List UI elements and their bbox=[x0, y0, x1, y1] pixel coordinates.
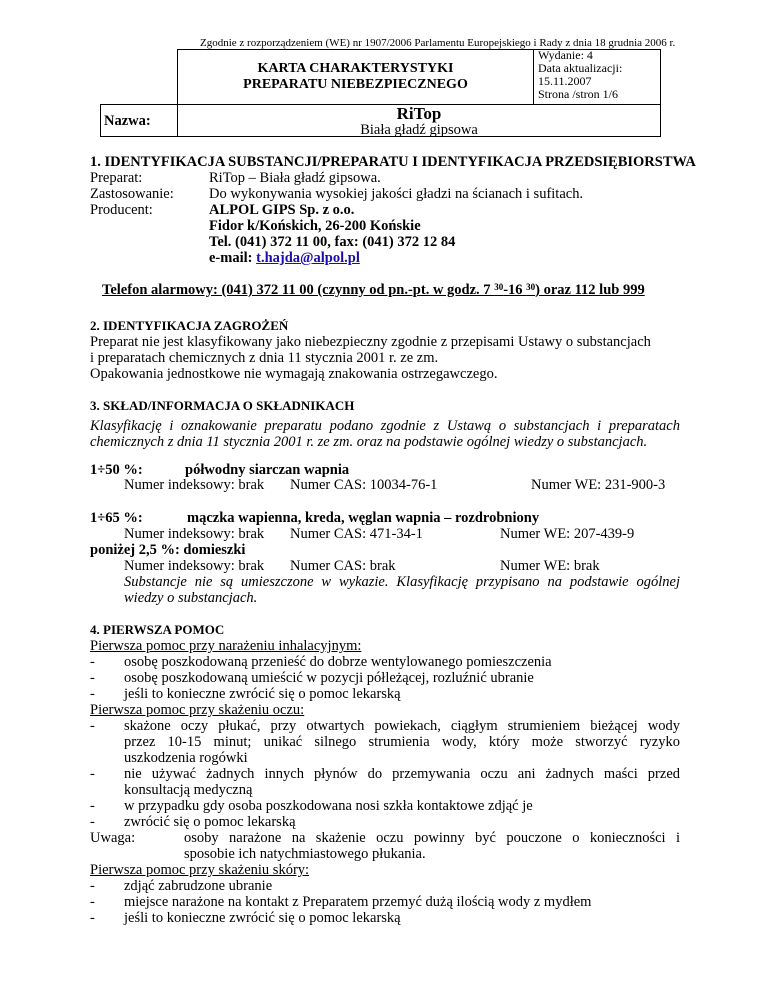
dash: - bbox=[90, 798, 95, 814]
eye-title: Pierwsza pomoc przy skażeniu oczu: bbox=[90, 702, 305, 718]
dash: - bbox=[90, 670, 95, 686]
emergency-phone bbox=[102, 282, 645, 298]
alarm-sup-2: 30 bbox=[526, 282, 536, 292]
preparat-value: RiTop – Biała gładź gipsowa. bbox=[209, 170, 381, 186]
c2-name: mączka wapienna, kreda, węglan wapnia – rozdrobniony bbox=[187, 510, 540, 526]
dash: - bbox=[90, 878, 95, 894]
c2-we: Numer WE: 207-439-9 bbox=[500, 526, 635, 542]
section2-heading: 2. IDENTYFIKACJA ZAGROŻEŃ bbox=[90, 318, 289, 333]
eye-item-3: w przypadku gdy osoba poszkodowana nosi szkła kontaktowe zdjąć je bbox=[124, 798, 533, 814]
c3-line: poniżej 2,5 %: domieszki bbox=[90, 542, 246, 558]
inh-title: Pierwsza pomoc przy narażeniu inhalacyjnym: bbox=[90, 638, 362, 654]
producer-label: Producent: bbox=[90, 202, 153, 218]
dash: - bbox=[90, 894, 95, 910]
inh-item-1: osobę poszkodowaną przenieść do dobrze wentylowanego pomieszczenia bbox=[124, 654, 552, 670]
c3-we: Numer WE: brak bbox=[500, 558, 600, 574]
update-date: 15.11.2007 bbox=[538, 74, 592, 88]
c1-we: Numer WE: 231-900-3 bbox=[531, 477, 666, 493]
alarm-text-b: -16 bbox=[503, 282, 527, 298]
alarm-sup-1: 30 bbox=[494, 282, 504, 292]
regulation-note: Zgodnie z rozporządzeniem (WE) nr 1907/2006 Parlamentu Europejskiego i Rady z dnia 18 grudnia 2006 r. bbox=[200, 37, 676, 49]
producer-name: ALPOL GIPS Sp. z o.o. bbox=[209, 202, 355, 218]
edition: Wydanie: 4 bbox=[538, 48, 593, 62]
dash: - bbox=[90, 654, 95, 670]
producer-phone: Tel. (041) 372 11 00, fax: (041) 372 12 84 bbox=[209, 234, 456, 250]
producer-email-line bbox=[209, 250, 360, 266]
note-line-1: osoby narażone na skażenie oczu powinny być pouczone o konieczności i bbox=[184, 830, 680, 846]
s2-line3: Opakowania jednostkowe nie wymagają znakowania ostrzegawczego. bbox=[90, 366, 498, 382]
inh-item-3: jeśli to konieczne zwrócić się o pomoc lekarską bbox=[124, 686, 401, 702]
eye-item-1-l1: skażone oczy płukać, przy otwartych powiekach, ciągłym strumieniem bieżącej wody bbox=[124, 718, 680, 734]
alarm-text-c: ) oraz 112 lub 999 bbox=[535, 282, 645, 298]
s3-note2: wiedzy o substancjach. bbox=[124, 590, 258, 606]
dash: - bbox=[90, 686, 95, 702]
s3-note1: Substancje nie są umieszczone w wykazie. Klasyfikację przypisano na podstawie ogólnej bbox=[124, 574, 680, 590]
product-subtitle: Biała gładź gipsowa bbox=[360, 122, 478, 138]
eye-item-1-l3: uszkodzenia rogówki bbox=[124, 750, 248, 766]
c1-cas: Numer CAS: 10034-76-1 bbox=[290, 477, 438, 493]
eye-item-4: zwrócić się o pomoc lekarską bbox=[124, 814, 296, 830]
c1-index: Numer indeksowy: brak bbox=[124, 477, 265, 493]
update-label: Data aktualizacji: bbox=[538, 61, 623, 75]
email-link[interactable]: t.hajda@alpol.pl bbox=[256, 250, 360, 266]
s2-line2: i preparatach chemicznych z dnia 11 stycznia 2001 r. ze zm. bbox=[90, 350, 439, 366]
c1-name: półwodny siarczan wapnia bbox=[185, 462, 350, 478]
eye-item-2-l2: konsultacją medyczną bbox=[124, 782, 253, 798]
skin-item-1: zdjąć zabrudzone ubranie bbox=[124, 878, 273, 894]
producer-address: Fidor k/Końskich, 26-200 Końskie bbox=[209, 218, 421, 234]
dash: - bbox=[90, 814, 95, 830]
note-line-2: sposobie ich natychmiastowego płukania. bbox=[184, 846, 426, 862]
s3-intro2: chemicznych z dnia 11 stycznia 2001 r. ze zm. oraz na podstawie ogólnej wiedzy o substancjach. bbox=[90, 434, 648, 450]
dash: - bbox=[90, 766, 95, 782]
name-label: Nazwa: bbox=[104, 113, 151, 129]
note-label: Uwaga: bbox=[90, 830, 136, 846]
dash: - bbox=[90, 718, 95, 734]
doc-title-1: KARTA CHARAKTERYSTYKI bbox=[257, 61, 454, 76]
skin-item-2: miejsce narażone na kontakt z Preparatem przemyć dużą ilością wody z mydłem bbox=[124, 894, 592, 910]
preparat-label: Preparat: bbox=[90, 170, 143, 186]
c2-pct: 1÷65 %: bbox=[90, 510, 143, 526]
s3-intro1: Klasyfikację i oznakowanie preparatu podano zgodnie z Ustawą o substancjach i preparatach bbox=[90, 418, 680, 434]
eye-item-1-l2: przez 10-15 minut; unikać silnego strumienia wody, który może stworzyć ryzyko bbox=[124, 734, 680, 750]
section3-heading: 3. SKŁAD/INFORMACJA O SKŁADNIKACH bbox=[90, 398, 355, 413]
doc-title-2: PREPARATU NIEBEZPIECZNEGO bbox=[243, 77, 468, 92]
skin-item-3: jeśli to konieczne zwrócić się o pomoc lekarską bbox=[124, 910, 401, 926]
c2-index: Numer indeksowy: brak bbox=[124, 526, 265, 542]
dash: - bbox=[90, 910, 95, 926]
page-number: Strona /stron 1/6 bbox=[538, 87, 618, 101]
section1-heading: 1. IDENTYFIKACJA SUBSTANCJI/PREPARATU I IDENTYFIKACJA PRZEDSIĘBIORSTWA bbox=[90, 154, 696, 170]
use-label: Zastosowanie: bbox=[90, 186, 174, 202]
c3-cas: Numer CAS: brak bbox=[290, 558, 396, 574]
alarm-text-a: Telefon alarmowy: (041) 372 11 00 (czynny od pn.-pt. w godz. 7 bbox=[102, 282, 495, 298]
c3-index: Numer indeksowy: brak bbox=[124, 558, 265, 574]
c1-pct: 1÷50 %: bbox=[90, 462, 143, 478]
use-value: Do wykonywania wysokiej jakości gładzi na ścianach i sufitach. bbox=[209, 186, 584, 202]
inh-item-2: osobę poszkodowaną umieścić w pozycji półleżącej, rozluźnić ubranie bbox=[124, 670, 534, 686]
product-name: RiTop bbox=[396, 104, 442, 123]
section4-heading: 4. PIERWSZA POMOC bbox=[90, 622, 225, 637]
eye-item-2-l1: nie używać żadnych innych płynów do przemywania oczu ani żadnych maści przed bbox=[124, 766, 680, 782]
skin-title: Pierwsza pomoc przy skażeniu skóry: bbox=[90, 862, 310, 878]
email-label: e-mail: bbox=[209, 250, 257, 266]
c2-cas: Numer CAS: 471-34-1 bbox=[290, 526, 423, 542]
s2-line1: Preparat nie jest klasyfikowany jako niebezpieczny zgodnie z przepisami Ustawy o substancjach bbox=[90, 334, 651, 350]
